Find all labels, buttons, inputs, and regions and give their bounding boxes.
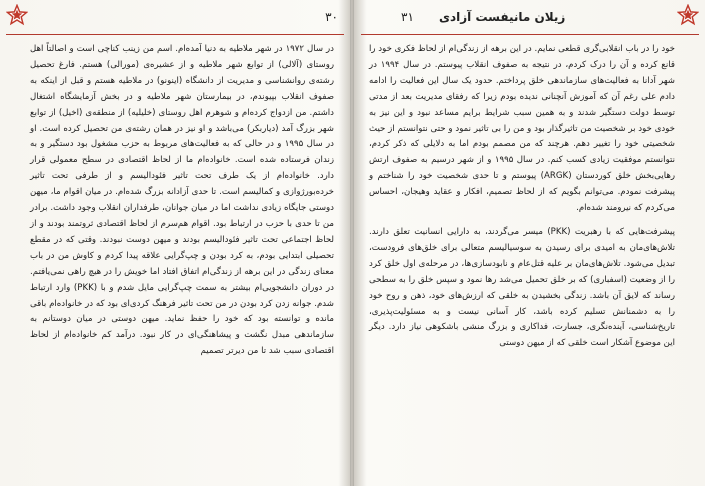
- red-star-icon: [677, 4, 699, 26]
- paragraph: پیشرفت‌هایی که با رهبریت (PKK) میسر می‌گردند، به دارایی انسانیت تعلق دارند. تلاش‌های‌مان به امیدی برای رسیدن به سوسیالیسم متعالی برای خلق‌های فرودست، تبدیل می‌شود. تلاش‌های‌مان بر علیه قتل‌عام و نابودسازی‌ها، در مرحله‌ی اول خلق کرد را از وضعیت (اسفباری) که بر خلق تحمیل می‌شد رها نمود و سپس خلق را به سطحی رساند که لایق آن باشد. زندگی بخشیدن به خلقی که ارزش‌های خود، ذهن و روح خود را به دشمنانش تسلیم کرده باشد، کار آسانی نیست و به مسئولیت‌پذیری، تاریخ‌شناسی، آینده‌نگری، جسارت، فداکاری و بزرگ منشی باشکوهی نیاز دارد. دیگر این موضوع آشکار است خلقی که از میهن دوستی: [369, 226, 675, 349]
- left-page-body: [30, 42, 334, 482]
- right-page-header: [361, 8, 699, 35]
- running-title: زیلان مانیفست آزادی: [439, 10, 566, 24]
- page-number: ۳۰: [325, 10, 338, 24]
- right-page: [353, 0, 705, 486]
- left-page: [0, 0, 352, 486]
- right-page-body: [369, 42, 675, 482]
- red-star-icon: [6, 4, 28, 26]
- page-number: ۳۱: [401, 10, 414, 24]
- paragraph: خود را در باب انقلابی‌گری قطعی نمایم. در این برهه از زندگی‌ام از لحاظ فکری خود را قانع کرده و آن را درک کردم، در نتیجه به صفوف انقلاب پیوستم. در سال ۱۹۹۴ در شهر آدانا به فعالیت‌های سازماندهی خلق پرداختم. حدود یک سال این فعالیت را ادامه دادم علی رغم آن که آموزش آنچنانی ندیده بودم زیرا که رفقای مدیریت بعد از مدتی توسط دولت دستگیر شدند و به همین سبب شرایط برایم مساعد نبود و این نیز به خودی خود بر شخصیت من تاثیرگذار بود و من را بی تاثیر نمود و حتی نتوانستم از حیث شخصیتی خود را تغییر دهم. هرچند که من مصمم بودم اما به دلایلی که ذکر کردم، نتوانستم موفقیت زیادی کسب کنم. در سال ۱۹۹۵ و از شهر درسیم به صفوف ارتش رهایی‌بخش خلق کوردستان (ARGK) پیوستم و تا حدی شخصیت خود را شناختم و پیشرفت نمودم. می‌توانم بگویم که از لحاظ تصمیم، افکار و عقاید وهیجان، احساس می‌کردم که نیرومند شده‌ام.: [369, 44, 676, 214]
- left-page-header: [6, 8, 344, 35]
- paragraph: در سال ۱۹۷۲ در شهر ملاطیه به دنیا آمده‌ام. اسم من زینب کناچی است و اصالتاً اهل روستای (آلالی) از توابع شهر ملاطیه و از عشیره‌ی (مورالی) هستم. فارغ تحصیل رشته‌ی روانشناسی و مدیریت از دانشگاه (اینونو) در ملاطیه هستم و قبل از اینکه به صفوف انقلاب بپیوندم، در بیمارستان شهر ملاطیه و در بخش آزمایشگاه اشتغال داشتم. من ازدواج کرده‌ام و شوهرم اهل روستای (خلیلیه) از منطقه‌ی (اخیل) از توابع شهر بزرگ آمد (دیاربکر) می‌باشد و او نیز در همان رشته‌ی من تحصیل کرده است. او در سال ۱۹۹۵ و در حالی که به فعالیت‌های مربوط به حزب مشغول بود دستگیر و به زندان فرستاده شده است. خانواده‌ام ما از لحاظ اقتصادی در سطح معمولی قرار دارد. خانواده‌ام از یک طرف تحت تاثیر فئودالیسم و از طرفی تحت تاثیر خرده‌بورژوازی و کمالیسم است. تا حدی آزادانه بزرگ شده‌ام. در میان اقوام ما، میهن دوستی جایگاه زیادی نداشت اما در میان جوانان، طرفداران انقلاب وجود داشت. برادر من تا حدی با حزب در ارتباط بود. اقوام هم‌سرم از لحاظ اقتصادی ثروتمند بودند و از لحاظ اجتماعی تحت تاثیر فئودالیسم بودند و میهن دوست نبودند. وقتی که در مقطع تحصیلی ابتدایی بودم، به کرد بودن و چپ‌گرایی علاقه پیدا کردم و کاوش من در باب معنای زندگی در این برهه از زندگی‌ام اتفاق افتاد اما خویش را در هیچ راهی نمی‌یافتم. در دوران دانشجویی‌ام بیشتر به سمت چپ‌گرایی مایل شدم و با (PKK) وارد ارتباط شدم. جوانه زدن کرد بودن در من تحت تاثیر فرهنگ کردی‌ای بود که در خانواده‌ام باقی مانده و توانسته بود که خود را حفظ نماید. میهن دوستی در میان دوستانم به سازماندهی مبدل نگشت و پیشاهنگی‌ای در کار نبود. درآمد کم خانواده‌ام از لحاظ اقتصادی سبب شد تا من دیرتر تصمیم: [30, 44, 334, 357]
